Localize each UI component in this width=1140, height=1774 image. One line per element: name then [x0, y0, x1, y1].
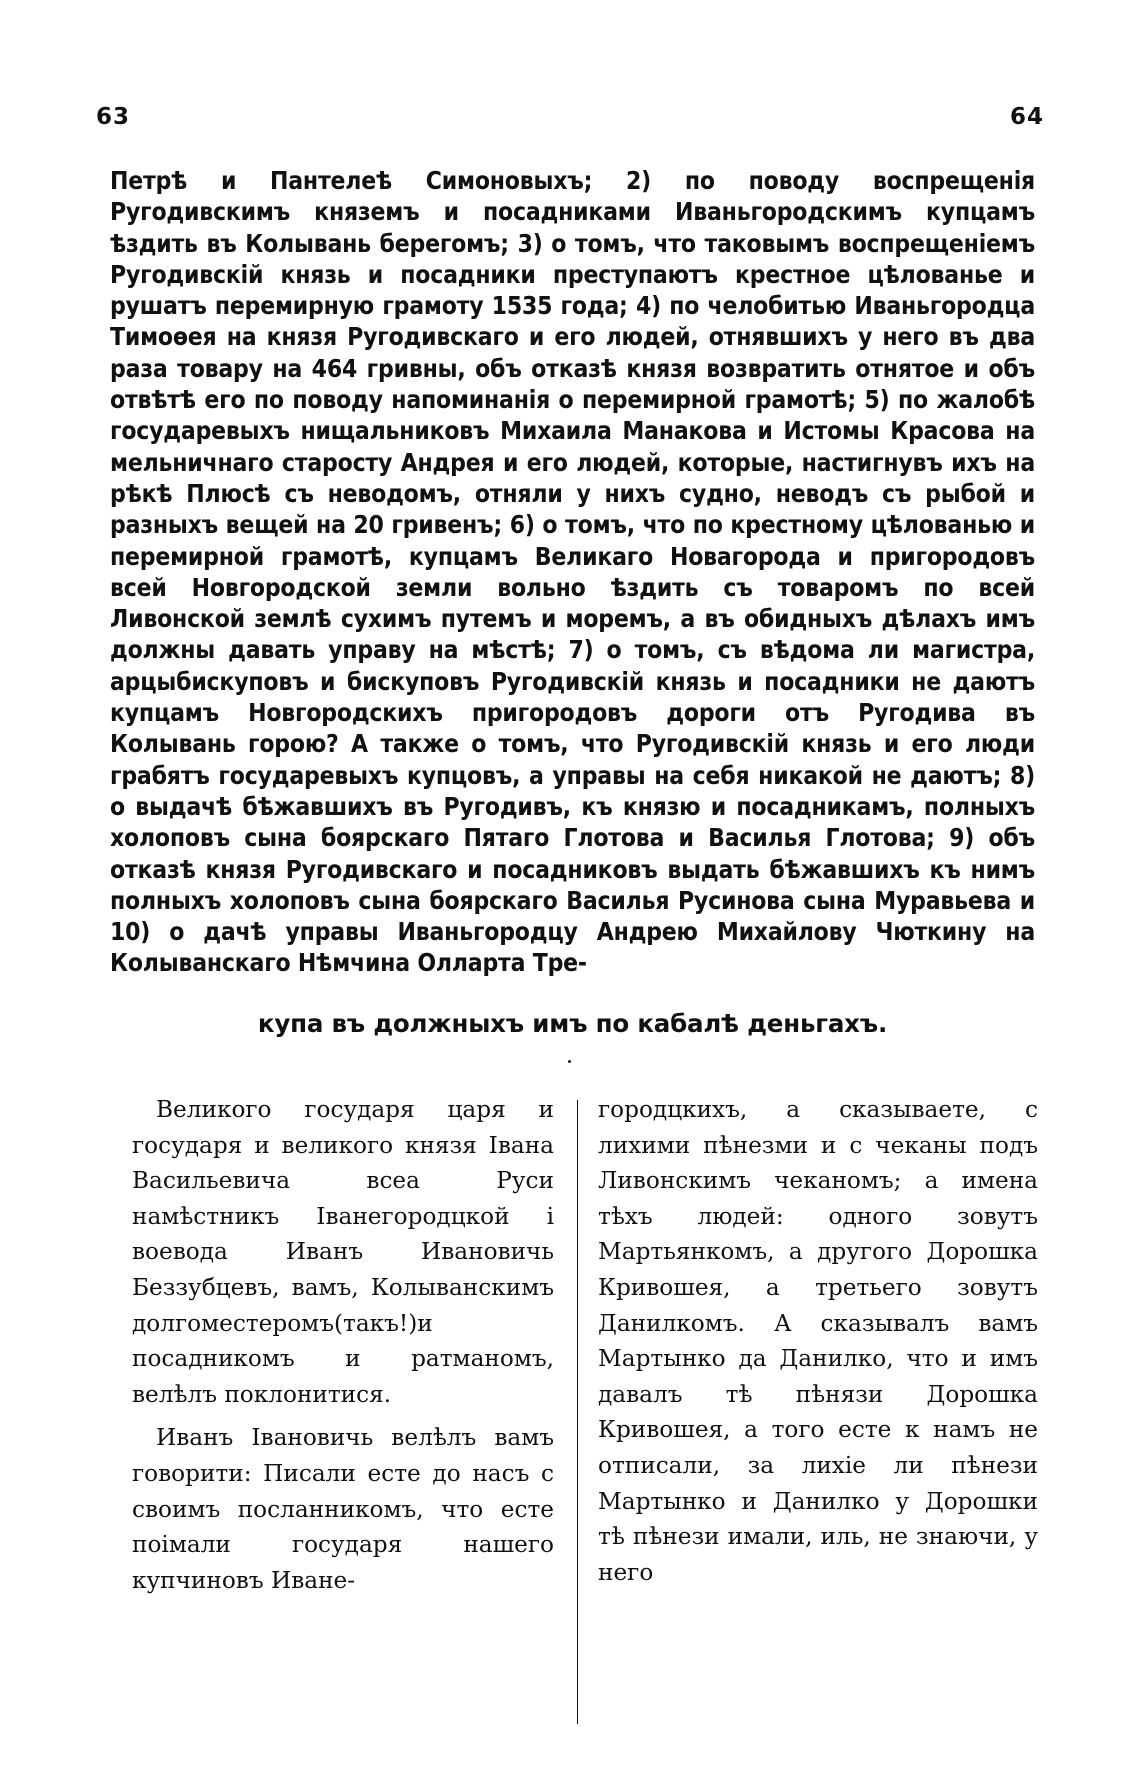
- stray-dot: [568, 1060, 571, 1063]
- column-divider: [577, 1100, 578, 1724]
- letter-paragraph: Иванъ Івановичь велѣлъ вамъ говорити: Писали есте до насъ с своимъ посланникомъ, что есте поімали государя нашего купчиновъ Иване-: [132, 1424, 554, 1594]
- page-number-right: 64: [1009, 104, 1044, 130]
- document-summary-last-line: купа въ должныхъ имъ по кабалѣ деньгахъ.: [257, 1009, 888, 1038]
- page-number-left: 63: [96, 104, 131, 130]
- letter-right-column: [598, 1092, 1038, 1590]
- letter-paragraph: городцкихъ, а сказываете, с лихими пѣнезми и с чеканы подъ Ливонскимъ чеканомъ; а имена тѣхъ людей: одного зовутъ Мартьянкомъ, а другого Дорошка Кривошея, а третьего зовутъ Данилкомъ. А сказывалъ вамъ Мартынко да Данилко, что и имъ давалъ тѣ пѣнязи Дорошка Кривошея, а того есте к намъ не отписали, за лихіе ли пѣнези Мартынко и Данилко у Дорошки тѣ пѣнези имали, иль, не знаючи, у него: [598, 1096, 1038, 1586]
- document-summary: Петрѣ и Пантелеѣ Симоновыхъ; 2) по поводу воспрещенія Ругодивскимъ княземъ и посадниками Иваньгородскимъ купцамъ ѣздить въ Колывань берегомъ; 3) о томъ, что таковымъ воспрещеніемъ Ругодивскій князь и посадники преступаютъ крестное цѣлованье и рушатъ перемирную грамоту 1535 года; 4) по челобитью Иваньгородца Тимоѳея на князя Ругодивскаго и его людей, отнявшихъ у него въ два раза товару на 464 гривны, объ отказѣ князя возвратить отнятое и объ отвѣтѣ его по поводу напоминанія о перемирной грамотѣ; 5) по жалобѣ государевыхъ нищальниковъ Михаила Манакова и Истомы Красова на мельничнаго старосту Андрея и его людей, которые, настигнувъ ихъ на рѣкѣ Плюсѣ съ неводомъ, отняли у нихъ судно, неводъ съ рыбой и разныхъ вещей на 20 гривенъ; 6) о томъ, что по крестному цѣлованью и перемирной грамотѣ, купцамъ Великаго Новагорода и пригородовъ всей Новгородской земли вольно ѣздить съ товаромъ по всей Ливонской землѣ сухимъ путемъ и моремъ, а въ обидныхъ дѣлахъ имъ должны давать управу на мѣстѣ; 7) о томъ, съ вѣдома ли магистра, арцыбискуповъ и бискуповъ Ругодивскій князь и посадники не даютъ купцамъ Новгородскихъ пригородовъ дороги отъ Ругодива въ Колывань горою? А также о томъ, что Ругодивскій князь и его люди грабятъ государевыхъ купцовъ, а управы на себя никакой не даютъ; 8) о выдачѣ бѣжавшихъ въ Ругодивъ, къ князю и посадникамъ, полныхъ холоповъ сына боярскаго Пятаго Глотова и Василья Глотова; 9) объ отказѣ князя Ругодивскаго и посадниковъ выдать бѣжавшихъ къ нимъ полныхъ холоповъ сына боярскаго Василья Русинова сына Муравьева и 10) о дачѣ управы Иваньгородцу Андрею Михайлову Чюткину на Колыванскаго Нѣмчина Олларта Тре-: [110, 166, 1035, 978]
- letter-left-column: [132, 1092, 554, 1598]
- letter-columns: [132, 1092, 1038, 1732]
- letter-paragraph: Великого государя царя и государя и великого князя Івана Васильевича всеа Руси намѣстникъ Іванегородцкой і воевода Иванъ Ивановичь Беззубцевъ, вамъ, Колыванскимъ долгоместеромъ(такъ!)и посадникомъ и ратманомъ, велѣлъ поклонитися.: [132, 1096, 554, 1408]
